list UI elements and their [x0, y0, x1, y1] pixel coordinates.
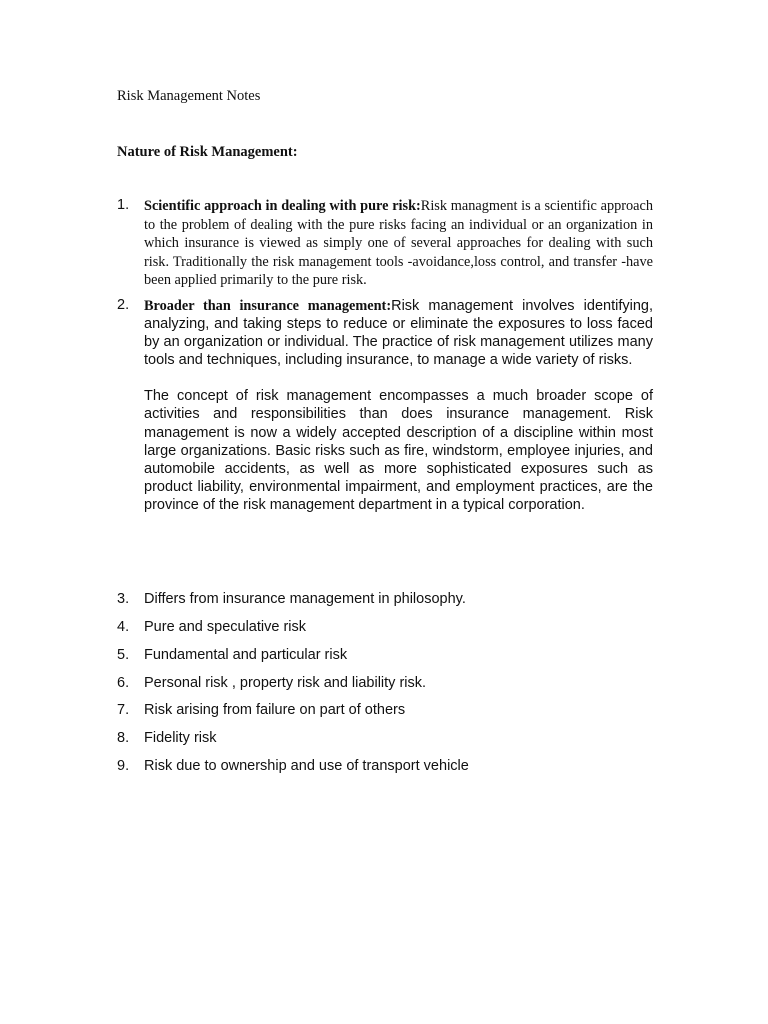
list-item-number: 2.	[117, 297, 130, 313]
list-item-lead: Scientific approach in dealing with pure risk:	[144, 198, 421, 214]
list-item-5	[117, 646, 347, 664]
list-item-text: Fidelity risk	[144, 730, 217, 746]
list-item-number: 4.	[117, 619, 130, 635]
list-item-number: 7.	[117, 702, 130, 718]
list-item-8	[117, 729, 217, 747]
list-item-number: 3.	[117, 591, 130, 607]
list-item-text: Personal risk , property risk and liability risk.	[144, 675, 427, 691]
section-heading: Nature of Risk Management:	[117, 144, 298, 160]
list-item-number: 9.	[117, 758, 130, 774]
list-item-text: Pure and speculative risk	[144, 619, 306, 635]
list-item-text: Risk management involves identifying, analyzing, and taking steps to reduce or eliminate the exposures to loss faced by an organization or individual. The practice of risk management utilizes many tools and techniques, including insurance, to manage a wide variety of risks.	[144, 298, 654, 369]
list-item-3	[117, 590, 466, 608]
list-item-text: Differs from insurance management in philosophy.	[144, 591, 466, 607]
list-item-text: Risk due to ownership and use of transport vehicle	[144, 758, 469, 774]
document-title: Risk Management Notes	[117, 88, 261, 104]
list-item-number: 1.	[117, 197, 130, 213]
list-item-text: Risk arising from failure on part of others	[144, 702, 406, 718]
list-item-2	[117, 297, 653, 514]
list-item-1	[117, 197, 653, 290]
list-item-number: 6.	[117, 675, 130, 691]
list-item-6	[117, 674, 426, 692]
list-item-number: 5.	[117, 647, 130, 663]
list-item-9	[117, 757, 469, 775]
list-item-text: Risk managment is a scientific approach to the problem of dealing with the pure risks facing an individual or an organization in which insurance is viewed as simply one of several approaches for dealing with such risk. Traditionally the risk management tools -avoidance,loss control, and transfer -have been applied primarily to the pure risk.	[144, 198, 653, 289]
list-item-paragraph-2: The concept of risk management encompasses a much broader scope of activities and responsibilities than does insurance management. Risk management is now a widely accepted description of a discipline within most large organizations. Basic risks such as fire, windstorm, employee injuries, and automobile accidents, as well as more sophisticated exposures such as product liability, environmental impairment, and employment practices, are the province of the risk management department in a typical corporation.	[144, 388, 653, 513]
list-item-paragraph	[144, 297, 653, 369]
list-item-body	[144, 197, 653, 290]
list-item-number: 8.	[117, 730, 130, 746]
list-item-text: Fundamental and particular risk	[144, 647, 348, 663]
list-item-lead: Broader than insurance management:	[144, 298, 392, 314]
list-item-4	[117, 618, 306, 636]
list-item-body	[144, 297, 653, 514]
list-item-7	[117, 701, 405, 719]
